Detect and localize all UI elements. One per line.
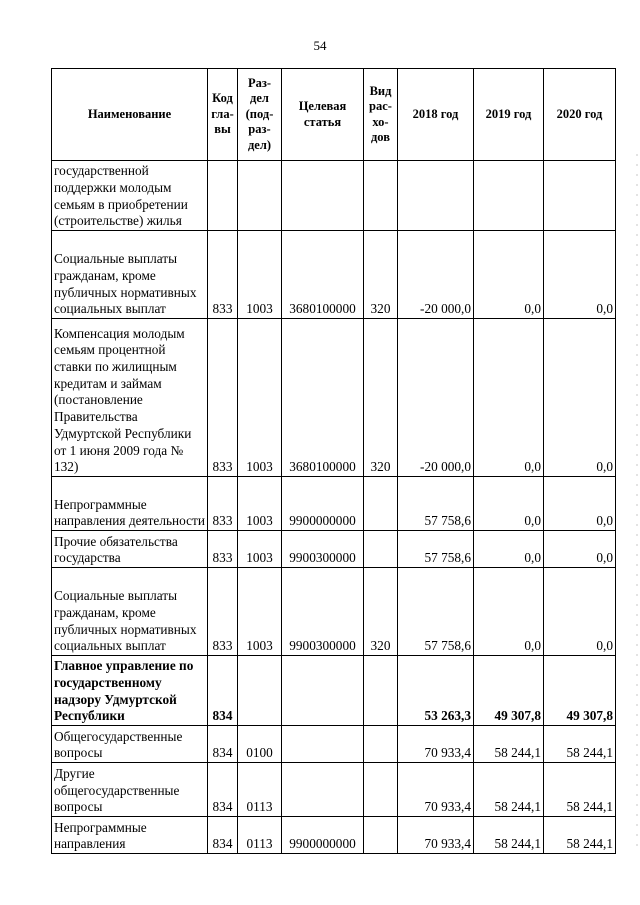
- cell-2018: [398, 161, 474, 231]
- cell-target: 3680100000: [282, 231, 364, 319]
- cell-code: 833: [208, 319, 238, 477]
- cell-target: [282, 656, 364, 726]
- cell-name: Другие общегосударственные вопросы: [52, 763, 208, 817]
- cell-2020: 58 244,1: [544, 726, 616, 763]
- cell-expense-type: [364, 477, 398, 531]
- cell-expense-type: 320: [364, 231, 398, 319]
- cell-target: 3680100000: [282, 319, 364, 477]
- cell-2019: 0,0: [474, 531, 544, 568]
- cell-2019: 49 307,8: [474, 656, 544, 726]
- cell-section: [238, 656, 282, 726]
- cell-section: [238, 161, 282, 231]
- cell-2020: 0,0: [544, 568, 616, 656]
- page-number: 54: [313, 38, 327, 53]
- cell-2018: -20 000,0: [398, 319, 474, 477]
- cell-expense-type: [364, 656, 398, 726]
- cell-2020: 49 307,8: [544, 656, 616, 726]
- cell-2018: 57 758,6: [398, 531, 474, 568]
- cell-2020: 58 244,1: [544, 817, 616, 854]
- cell-name: государственной поддержки молодым семьям в приобретении (строительстве) жилья: [52, 161, 208, 231]
- cell-2019: 0,0: [474, 477, 544, 531]
- cell-expense-type: [364, 161, 398, 231]
- header-target: Целевая статья: [282, 69, 364, 161]
- cell-name: Главное управление по государственному надзору Удмуртской Республики: [52, 656, 208, 726]
- cell-code: 834: [208, 763, 238, 817]
- table-row: [52, 231, 616, 319]
- cell-section: 1003: [238, 568, 282, 656]
- cell-2019: 58 244,1: [474, 763, 544, 817]
- cell-section: 1003: [238, 531, 282, 568]
- cell-section: 1003: [238, 477, 282, 531]
- cell-code: 833: [208, 231, 238, 319]
- cell-section: 0100: [238, 726, 282, 763]
- cell-name: Компенсация молодым семьям процентной ставки по жилищным кредитам и займам (постановление Правительства Удмуртской Республики от 1 июня 2009 года № 132): [52, 319, 208, 477]
- cell-expense-type: 320: [364, 568, 398, 656]
- budget-table: [51, 68, 616, 854]
- table-row: [52, 161, 616, 231]
- cell-name: Непрограммные направления деятельности: [52, 477, 208, 531]
- cell-2018: 70 933,4: [398, 763, 474, 817]
- table-row: [52, 477, 616, 531]
- cell-2018: 57 758,6: [398, 568, 474, 656]
- cell-expense-type: [364, 726, 398, 763]
- cell-code: 833: [208, 568, 238, 656]
- cell-name: Непрограммные направления: [52, 817, 208, 854]
- cell-2020: 0,0: [544, 319, 616, 477]
- cell-2019: 58 244,1: [474, 817, 544, 854]
- header-code: Код гла-вы: [208, 69, 238, 161]
- cell-code: 834: [208, 817, 238, 854]
- cell-target: [282, 161, 364, 231]
- cell-expense-type: [364, 817, 398, 854]
- cell-expense-type: [364, 531, 398, 568]
- cell-section: 1003: [238, 231, 282, 319]
- cell-2020: 58 244,1: [544, 763, 616, 817]
- cell-2020: [544, 161, 616, 231]
- header-row: [52, 69, 616, 161]
- cell-section: 0113: [238, 763, 282, 817]
- cell-name: Общегосударственные вопросы: [52, 726, 208, 763]
- cell-target: [282, 726, 364, 763]
- scan-edge-dots: [636, 150, 638, 850]
- table-row: [52, 531, 616, 568]
- cell-2018: 53 263,3: [398, 656, 474, 726]
- cell-2019: 0,0: [474, 231, 544, 319]
- cell-2020: 0,0: [544, 531, 616, 568]
- table-row: [52, 726, 616, 763]
- header-2018: 2018 год: [398, 69, 474, 161]
- header-expense-type: Вид рас-хо-дов: [364, 69, 398, 161]
- cell-target: [282, 763, 364, 817]
- cell-target: 9900000000: [282, 817, 364, 854]
- cell-2019: 0,0: [474, 568, 544, 656]
- cell-2020: 0,0: [544, 231, 616, 319]
- header-2020: 2020 год: [544, 69, 616, 161]
- table-row: [52, 319, 616, 477]
- cell-name: Прочие обязательства государства: [52, 531, 208, 568]
- table-row: [52, 817, 616, 854]
- cell-expense-type: 320: [364, 319, 398, 477]
- cell-2019: 0,0: [474, 319, 544, 477]
- cell-section: 0113: [238, 817, 282, 854]
- cell-code: [208, 161, 238, 231]
- cell-target: 9900000000: [282, 477, 364, 531]
- header-name: Наименование: [52, 69, 208, 161]
- table-row: [52, 763, 616, 817]
- cell-name: Социальные выплаты гражданам, кроме публичных нормативных социальных выплат: [52, 231, 208, 319]
- cell-code: 834: [208, 726, 238, 763]
- table-row: [52, 656, 616, 726]
- table-row: [52, 568, 616, 656]
- cell-2018: 57 758,6: [398, 477, 474, 531]
- cell-expense-type: [364, 763, 398, 817]
- cell-code: 833: [208, 477, 238, 531]
- cell-code: 834: [208, 656, 238, 726]
- cell-section: 1003: [238, 319, 282, 477]
- cell-2018: 70 933,4: [398, 817, 474, 854]
- cell-2019: 58 244,1: [474, 726, 544, 763]
- cell-2018: 70 933,4: [398, 726, 474, 763]
- cell-target: 9900300000: [282, 531, 364, 568]
- cell-2018: -20 000,0: [398, 231, 474, 319]
- cell-2019: [474, 161, 544, 231]
- header-section: Раз-дел (под-раз-дел): [238, 69, 282, 161]
- cell-code: 833: [208, 531, 238, 568]
- cell-2020: 0,0: [544, 477, 616, 531]
- cell-target: 9900300000: [282, 568, 364, 656]
- cell-name: Социальные выплаты гражданам, кроме публичных нормативных социальных выплат: [52, 568, 208, 656]
- header-2019: 2019 год: [474, 69, 544, 161]
